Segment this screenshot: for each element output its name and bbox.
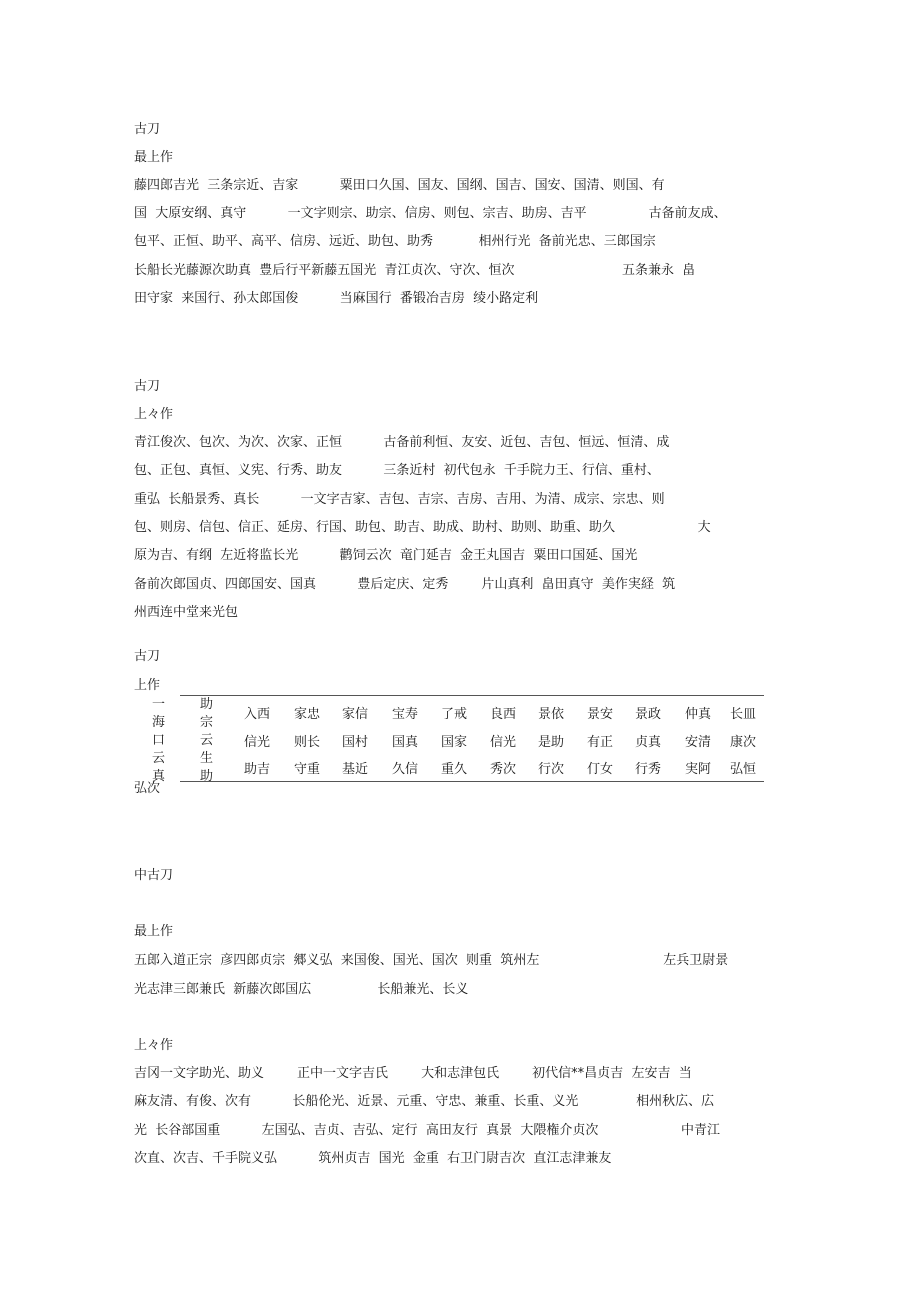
text-line: 藤四郎吉光 三条宗近、吉家 粟田口久国、国友、国纲、国吉、国安、国清、则国、有 (134, 178, 665, 193)
section-heading: 古刀 (134, 649, 161, 664)
text-line: 田守家 来国行、孙太郎国俊 当麻国行 番锻冶吉房 绫小路定利 (134, 291, 539, 306)
text-line: 包、正包、真恒、义宪、行秀、助友 三条近村 初代包永 千手院力王、行信、重村、 (134, 463, 660, 478)
table-cell: 仃女 (587, 762, 614, 777)
table-cell: 了戒 (441, 707, 468, 722)
table-cell: 信光 (490, 735, 517, 750)
text-line: 包、则房、信包、信正、延房、行国、助包、助吉、助成、助村、助则、助重、助久 大 (134, 520, 711, 535)
text-line: 国 大原安纲、真守 一文字则宗、助宗、信房、则包、宗吉、助房、吉平 古备前友成、 (134, 206, 727, 221)
table-cell: 是助 (538, 735, 565, 750)
table-cell: 弘恒 (730, 762, 757, 777)
table-cell: 贞真 (635, 735, 662, 750)
text-line: 次直、次吉、千手院义弘 筑州贞吉 国光 金重 右卫门尉吉次 直江志津兼友 (134, 1151, 612, 1166)
text-line: 原为吉、有纲 左近将监长光 鹳饲云次 竜门延吉 金王丸国吉 粟田口国延、国光 (134, 548, 638, 563)
table-cell: 秀次 (490, 762, 517, 777)
table-cell: 国村 (342, 735, 369, 750)
text-line: 光志津三郎兼氏 新藤次郎国広 长船兼光、长义 (134, 982, 469, 997)
text-line: 麻友清、有俊、次有 长船伦光、近景、元重、守忠、兼重、长重、义光 相州秋広、広 (134, 1094, 715, 1109)
text-line: 吉冈一文字助光、助义 正中一文字吉氏 大和志津包氏 初代信**昌贞吉 左安吉 当 (134, 1066, 692, 1081)
table-cell: 基近 (342, 762, 369, 777)
vertical-label-right: 助宗云生助 (200, 697, 214, 784)
table-cell: 景政 (635, 707, 662, 722)
grade-label: 上々作 (134, 1038, 174, 1053)
table-cell: 家信 (342, 707, 369, 722)
table-cell: 行秀 (635, 762, 662, 777)
text-line: 州西连中堂来光包 (134, 605, 239, 620)
grade-label: 最上作 (134, 924, 174, 939)
table-cell: 景依 (538, 707, 565, 722)
trailing-text: 弘次 (134, 781, 161, 796)
table-cell: 康次 (730, 735, 757, 750)
table-cell: 国真 (392, 735, 419, 750)
section-heading: 古刀 (134, 122, 161, 137)
text-line: 光 长谷部国重 左国弘、吉贞、吉弘、定行 高田友行 真景 大隈権介贞次 中青江 (134, 1123, 721, 1138)
text-line: 包平、正恒、助平、高平、信房、远近、助包、助秀 相州行光 备前光忠、三郎国宗 (134, 234, 656, 249)
table-cell: 行次 (538, 762, 565, 777)
section-heading: 古刀 (134, 379, 161, 394)
table-cell: 家忠 (294, 707, 321, 722)
table-cell: 信光 (244, 735, 271, 750)
table-cell: 守重 (294, 762, 321, 777)
table-cell: 则长 (294, 735, 321, 750)
table-cell: 有正 (587, 735, 614, 750)
text-line: 五郎入道正宗 彦四郎贞宗 郷义弘 来国俊、国光、国次 则重 筑州左 左兵卫尉景 (134, 953, 729, 968)
text-line: 青江俊次、包次、为次、次家、正恒 古备前利恒、友安、近包、吉包、恒远、恒清、成 (134, 435, 670, 450)
table-cell: 重久 (441, 762, 468, 777)
table-cell: 久信 (392, 762, 419, 777)
vertical-label-left: 一海口云真 (152, 697, 166, 784)
text-line: 备前次郎国贞、四郎国安、国真 豊后定庆、定秀 片山真利 畠田真守 美作実経 筑 (134, 577, 676, 592)
text-line: 长船长光藤源次助真 豊后行平新藤五国光 青江贞次、守次、恒次 五条兼永 畠 (134, 263, 696, 278)
table-cell: 长皿 (730, 707, 757, 722)
grade-label: 上作 (134, 678, 161, 693)
grade-label: 最上作 (134, 150, 174, 165)
table-cell: 良西 (490, 707, 517, 722)
section-heading: 中古刀 (134, 868, 174, 883)
table-cell: 景安 (587, 707, 614, 722)
table-cell: 国家 (441, 735, 468, 750)
table-cell: 宝寿 (392, 707, 419, 722)
grade-label: 上々作 (134, 407, 174, 422)
table-cell: 助吉 (244, 762, 271, 777)
table-cell: 実阿 (685, 762, 712, 777)
text-line: 重弘 长船景秀、真长 一文字吉家、吉包、吉宗、吉房、吉用、为清、成宗、宗忠、则 (134, 492, 665, 507)
table-cell: 仲真 (685, 707, 712, 722)
table-cell: 安清 (685, 735, 712, 750)
table-cell: 入西 (244, 707, 271, 722)
